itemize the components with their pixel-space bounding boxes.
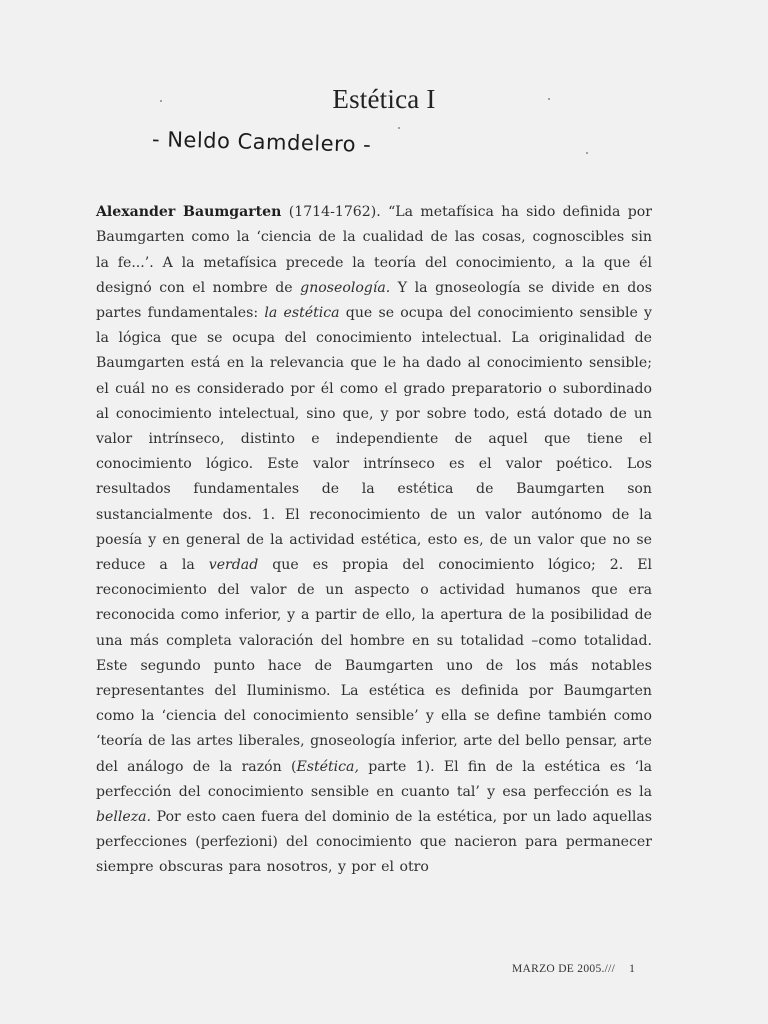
term-belleza: belleza. [96,808,152,825]
page-number: 1 [629,963,636,975]
text-segment: Y la gnoseología se divide en dos partes fundamentales: [96,279,653,321]
footer-date: MARZO DE 2005./// [512,963,616,975]
term-verdad: verdad [208,556,259,573]
scan-speck [586,152,588,154]
text-segment: que es propia del conocimiento lógico; 2. El reconocimiento del valor de un aspecto o actividad humanos que era reconocida como inferior, y a partir de ello, la apertura de la posibilidad de una más completa valoración del hombre en su totalidad –como totalidad. Este segundo punto hace de Baumgarten uno de los más notables representantes del Iluminismo. La estética es definida por Baumgarten como la ‘ciencia del conocimiento sensible’ y ella se define también como ‘teoría de las artes liberales, gnoseología inferior, arte del bello pensar, arte del análogo de la razón ( [96,556,652,775]
text-segment: parte 1). El fin de la estética es ‘la perfección del conocimiento sensible en cuanto tal’ y esa perfección es la [96,758,652,800]
scan-speck [398,127,400,129]
term-estetica: Estética, [296,758,359,775]
text-segment: (1714-1762). “La metafísica ha sido definida por Baumgarten como la ‘ciencia de la cualidad de las cosas, cognoscibles sin la fe...’. A la metafísica precede la teoría del conocimiento, a la que él designó con el nombre de [96,204,653,296]
body-paragraph [96,200,652,880]
document-title: Estética I [332,84,436,114]
text-segment: Por esto caen fuera del dominio de la estética, por un lado aquellas perfecciones (perfezioni) del conocimiento que nacieron para permanecer siempre obscuras para nosotros, y por el otro [96,808,652,876]
term-la-estetica: la estética [264,304,340,321]
handwritten-note: - Neldo Camdelero - [151,127,372,157]
author-name: Alexander Baumgarten [96,204,282,221]
page-footer [512,963,635,975]
text-segment: que se ocupa del conocimiento sensible y la lógica que se ocupa del conocimiento intelectual. La originalidad de Baumgarten está en la relevancia que le ha dado al conocimiento sensible; el cuál no es considerado por él como el grado preparatorio o subordinado al conocimiento intelectual, sino que, y por sobre todo, está dotado de un valor intrínseco, distinto e independiente de aquel que tiene el conocimiento lógico. Este valor intrínseco es el valor poético. Los resultados fundamentales de la estética de Baumgarten son sustancialmente dos. 1. El reconocimiento de un valor autónomo de la poesía y en general de la actividad estética, esto es, de un valor que no se reduce a la [96,304,652,573]
term-gnoseologia: gnoseología. [300,279,391,296]
